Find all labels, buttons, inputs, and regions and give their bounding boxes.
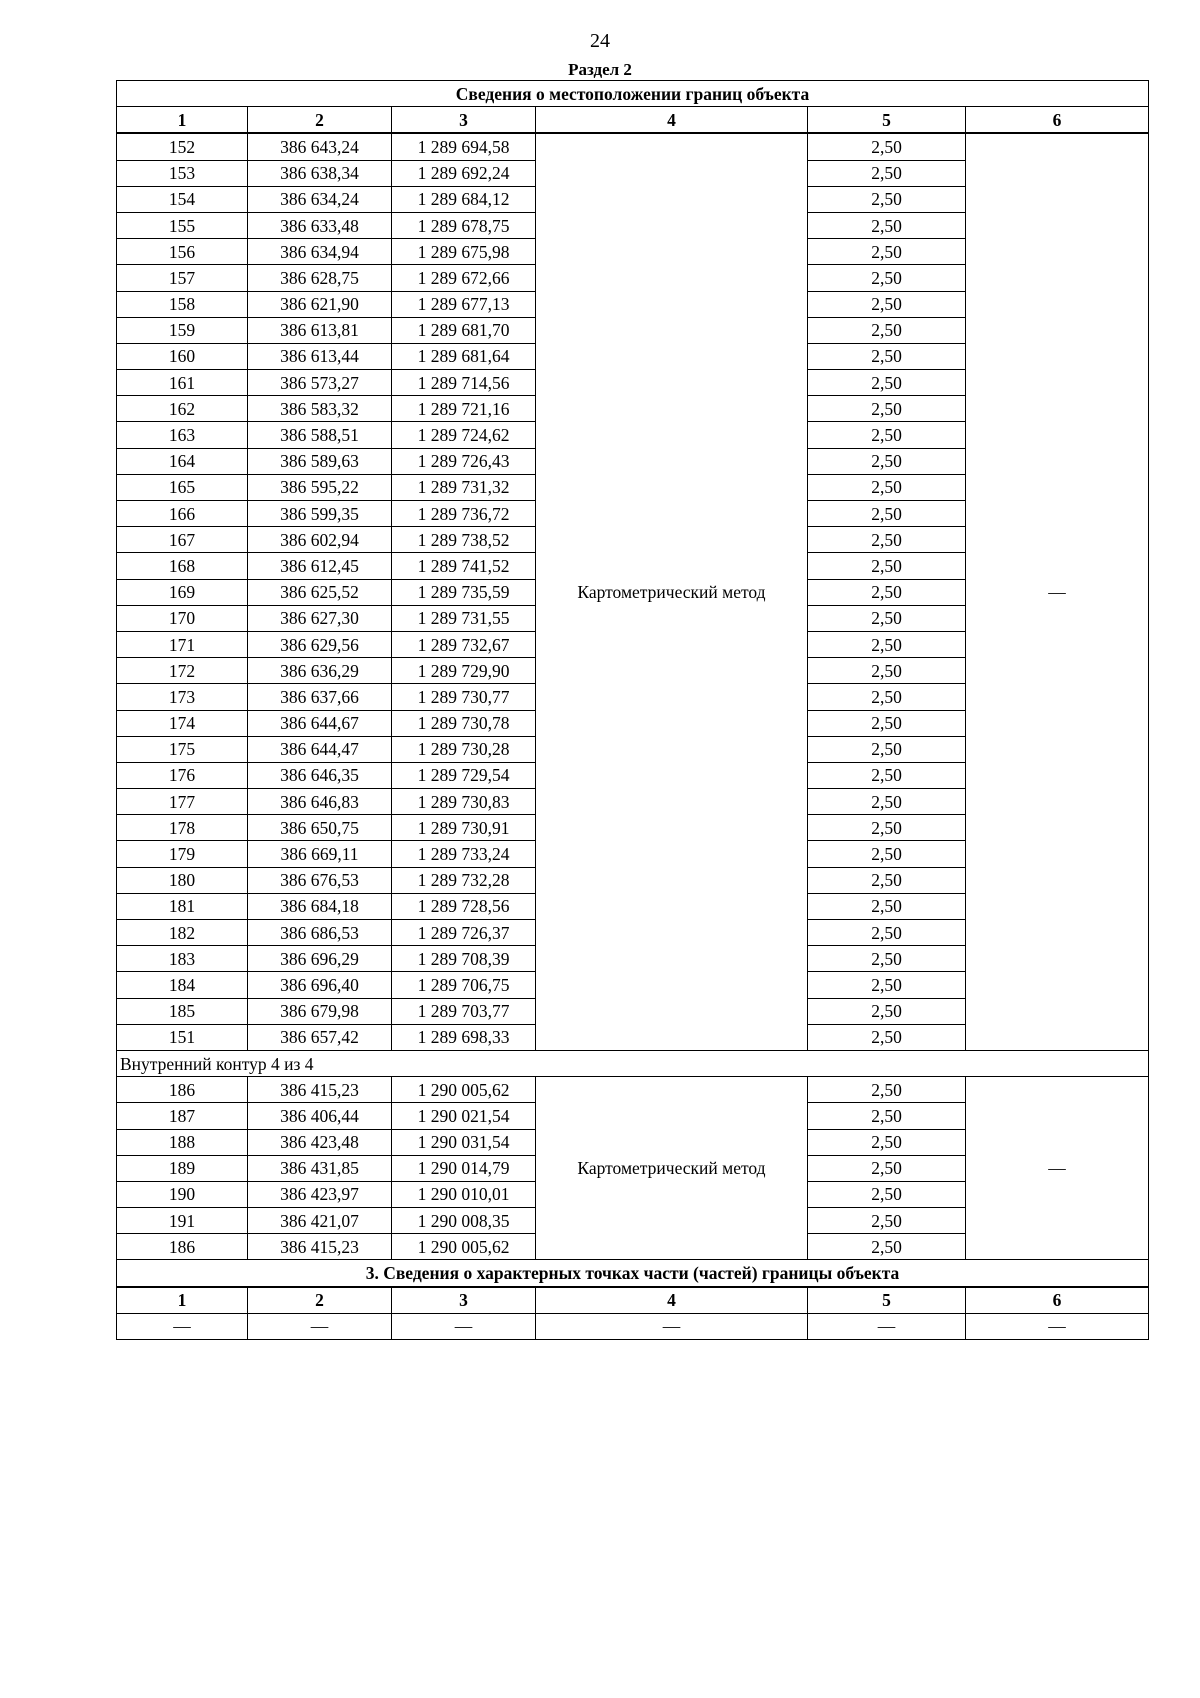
accuracy-cell: 2,50 [808, 265, 966, 291]
subcaption-row [117, 1050, 1149, 1076]
section3-header-row [117, 1287, 1149, 1314]
y-coordinate-cell: 1 290 014,79 [392, 1155, 536, 1181]
x-coordinate-cell: 386 423,48 [248, 1129, 392, 1155]
x-coordinate-cell: 386 627,30 [248, 605, 392, 631]
x-coordinate-cell: 386 636,29 [248, 658, 392, 684]
section3-header-cell: 6 [966, 1287, 1149, 1314]
accuracy-cell: 2,50 [808, 186, 966, 212]
y-coordinate-cell: 1 289 732,28 [392, 867, 536, 893]
header-cell: 1 [117, 107, 248, 134]
y-coordinate-cell: 1 290 005,62 [392, 1234, 536, 1260]
y-coordinate-cell: 1 289 681,70 [392, 317, 536, 343]
x-coordinate-cell: 386 415,23 [248, 1234, 392, 1260]
x-coordinate-cell: 386 415,23 [248, 1077, 392, 1103]
point-number-cell: 183 [117, 946, 248, 972]
header-cell: 6 [966, 107, 1149, 134]
x-coordinate-cell: 386 637,66 [248, 684, 392, 710]
y-coordinate-cell: 1 289 726,37 [392, 920, 536, 946]
accuracy-cell: 2,50 [808, 946, 966, 972]
accuracy-cell: 2,50 [808, 527, 966, 553]
y-coordinate-cell: 1 289 677,13 [392, 291, 536, 317]
point-number-cell: 161 [117, 370, 248, 396]
point-number-cell: 152 [117, 133, 248, 160]
accuracy-cell: 2,50 [808, 736, 966, 762]
y-coordinate-cell: 1 289 730,91 [392, 815, 536, 841]
point-number-cell: 186 [117, 1077, 248, 1103]
accuracy-cell: 2,50 [808, 291, 966, 317]
x-coordinate-cell: 386 679,98 [248, 998, 392, 1024]
point-number-cell: 171 [117, 631, 248, 657]
y-coordinate-cell: 1 289 681,64 [392, 343, 536, 369]
x-coordinate-cell: 386 634,94 [248, 239, 392, 265]
x-coordinate-cell: 386 644,47 [248, 736, 392, 762]
accuracy-cell: 2,50 [808, 1024, 966, 1050]
point-number-cell: 169 [117, 579, 248, 605]
accuracy-cell: 2,50 [808, 422, 966, 448]
x-coordinate-cell: 386 612,45 [248, 553, 392, 579]
y-coordinate-cell: 1 289 738,52 [392, 527, 536, 553]
accuracy-cell: 2,50 [808, 998, 966, 1024]
col6-cell: — [966, 133, 1149, 1050]
accuracy-cell: 2,50 [808, 1077, 966, 1103]
x-coordinate-cell: 386 589,63 [248, 448, 392, 474]
accuracy-cell: 2,50 [808, 1103, 966, 1129]
point-number-cell: 167 [117, 527, 248, 553]
point-number-cell: 181 [117, 893, 248, 919]
accuracy-cell: 2,50 [808, 579, 966, 605]
accuracy-cell: 2,50 [808, 710, 966, 736]
x-coordinate-cell: 386 602,94 [248, 527, 392, 553]
accuracy-cell: 2,50 [808, 841, 966, 867]
x-coordinate-cell: 386 646,83 [248, 789, 392, 815]
point-number-cell: 189 [117, 1155, 248, 1181]
x-coordinate-cell: 386 423,97 [248, 1181, 392, 1207]
x-coordinate-cell: 386 638,34 [248, 160, 392, 186]
x-coordinate-cell: 386 431,85 [248, 1155, 392, 1181]
point-number-cell: 173 [117, 684, 248, 710]
x-coordinate-cell: 386 613,44 [248, 343, 392, 369]
section3-header-cell: 5 [808, 1287, 966, 1314]
y-coordinate-cell: 1 289 706,75 [392, 972, 536, 998]
y-coordinate-cell: 1 289 728,56 [392, 893, 536, 919]
table-row [117, 1077, 1149, 1103]
y-coordinate-cell: 1 289 736,72 [392, 501, 536, 527]
accuracy-cell: 2,50 [808, 1208, 966, 1234]
accuracy-cell: 2,50 [808, 160, 966, 186]
point-number-cell: 154 [117, 186, 248, 212]
x-coordinate-cell: 386 621,90 [248, 291, 392, 317]
x-coordinate-cell: 386 406,44 [248, 1103, 392, 1129]
accuracy-cell: 2,50 [808, 867, 966, 893]
method-cell: Картометрический метод [536, 1077, 808, 1260]
accuracy-cell: 2,50 [808, 553, 966, 579]
accuracy-cell: 2,50 [808, 1155, 966, 1181]
section3-cell: — [117, 1313, 248, 1339]
section3-row [117, 1313, 1149, 1339]
x-coordinate-cell: 386 573,27 [248, 370, 392, 396]
y-coordinate-cell: 1 289 730,28 [392, 736, 536, 762]
section3-cell: — [808, 1313, 966, 1339]
inner-contour-caption: Внутренний контур 4 из 4 [117, 1050, 1149, 1076]
x-coordinate-cell: 386 684,18 [248, 893, 392, 919]
x-coordinate-cell: 386 633,48 [248, 212, 392, 238]
x-coordinate-cell: 386 613,81 [248, 317, 392, 343]
point-number-cell: 168 [117, 553, 248, 579]
accuracy-cell: 2,50 [808, 893, 966, 919]
point-number-cell: 165 [117, 474, 248, 500]
point-number-cell: 163 [117, 422, 248, 448]
point-number-cell: 191 [117, 1208, 248, 1234]
point-number-cell: 187 [117, 1103, 248, 1129]
y-coordinate-cell: 1 289 733,24 [392, 841, 536, 867]
point-number-cell: 182 [117, 920, 248, 946]
header-cell: 2 [248, 107, 392, 134]
x-coordinate-cell: 386 657,42 [248, 1024, 392, 1050]
y-coordinate-cell: 1 289 724,62 [392, 422, 536, 448]
accuracy-cell: 2,50 [808, 133, 966, 160]
col6-cell: — [966, 1077, 1149, 1260]
point-number-cell: 178 [117, 815, 248, 841]
y-coordinate-cell: 1 290 021,54 [392, 1103, 536, 1129]
accuracy-cell: 2,50 [808, 370, 966, 396]
y-coordinate-cell: 1 290 031,54 [392, 1129, 536, 1155]
x-coordinate-cell: 386 650,75 [248, 815, 392, 841]
point-number-cell: 180 [117, 867, 248, 893]
y-coordinate-cell: 1 289 730,83 [392, 789, 536, 815]
x-coordinate-cell: 386 588,51 [248, 422, 392, 448]
point-number-cell: 185 [117, 998, 248, 1024]
x-coordinate-cell: 386 625,52 [248, 579, 392, 605]
section3-header-cell: 1 [117, 1287, 248, 1314]
point-number-cell: 159 [117, 317, 248, 343]
y-coordinate-cell: 1 289 731,55 [392, 605, 536, 631]
accuracy-cell: 2,50 [808, 239, 966, 265]
table-row [117, 133, 1149, 160]
boundary-table [116, 80, 1149, 1340]
y-coordinate-cell: 1 289 741,52 [392, 553, 536, 579]
accuracy-cell: 2,50 [808, 920, 966, 946]
section3-caption: 3. Сведения о характерных точках части (частей) границы объекта [117, 1260, 1149, 1287]
point-number-cell: 157 [117, 265, 248, 291]
point-number-cell: 170 [117, 605, 248, 631]
y-coordinate-cell: 1 289 714,56 [392, 370, 536, 396]
header-cell: 5 [808, 107, 966, 134]
section3-cell: — [392, 1313, 536, 1339]
table-caption-row [117, 81, 1149, 107]
point-number-cell: 158 [117, 291, 248, 317]
point-number-cell: 166 [117, 501, 248, 527]
point-number-cell: 177 [117, 789, 248, 815]
y-coordinate-cell: 1 290 005,62 [392, 1077, 536, 1103]
y-coordinate-cell: 1 289 708,39 [392, 946, 536, 972]
point-number-cell: 162 [117, 396, 248, 422]
x-coordinate-cell: 386 686,53 [248, 920, 392, 946]
accuracy-cell: 2,50 [808, 789, 966, 815]
x-coordinate-cell: 386 669,11 [248, 841, 392, 867]
y-coordinate-cell: 1 289 672,66 [392, 265, 536, 291]
y-coordinate-cell: 1 289 729,90 [392, 658, 536, 684]
y-coordinate-cell: 1 289 735,59 [392, 579, 536, 605]
y-coordinate-cell: 1 289 692,24 [392, 160, 536, 186]
accuracy-cell: 2,50 [808, 815, 966, 841]
y-coordinate-cell: 1 289 684,12 [392, 186, 536, 212]
y-coordinate-cell: 1 289 721,16 [392, 396, 536, 422]
point-number-cell: 151 [117, 1024, 248, 1050]
accuracy-cell: 2,50 [808, 396, 966, 422]
accuracy-cell: 2,50 [808, 658, 966, 684]
table-caption: Сведения о местоположении границ объекта [117, 81, 1149, 107]
accuracy-cell: 2,50 [808, 1181, 966, 1207]
y-coordinate-cell: 1 289 698,33 [392, 1024, 536, 1050]
section3-header-cell: 2 [248, 1287, 392, 1314]
y-coordinate-cell: 1 289 678,75 [392, 212, 536, 238]
section-label: Раздел 2 [568, 60, 632, 79]
y-coordinate-cell: 1 289 694,58 [392, 133, 536, 160]
point-number-cell: 156 [117, 239, 248, 265]
section3-cell: — [966, 1313, 1149, 1339]
header-cell: 4 [536, 107, 808, 134]
x-coordinate-cell: 386 629,56 [248, 631, 392, 657]
header-row [117, 107, 1149, 134]
y-coordinate-cell: 1 289 729,54 [392, 762, 536, 788]
accuracy-cell: 2,50 [808, 1129, 966, 1155]
point-number-cell: 190 [117, 1181, 248, 1207]
section3-cell: — [536, 1313, 808, 1339]
accuracy-cell: 2,50 [808, 684, 966, 710]
section3-header-cell: 3 [392, 1287, 536, 1314]
x-coordinate-cell: 386 421,07 [248, 1208, 392, 1234]
point-number-cell: 174 [117, 710, 248, 736]
y-coordinate-cell: 1 289 730,77 [392, 684, 536, 710]
accuracy-cell: 2,50 [808, 605, 966, 631]
x-coordinate-cell: 386 628,75 [248, 265, 392, 291]
method-cell: Картометрический метод [536, 133, 808, 1050]
y-coordinate-cell: 1 289 731,32 [392, 474, 536, 500]
x-coordinate-cell: 386 696,40 [248, 972, 392, 998]
x-coordinate-cell: 386 634,24 [248, 186, 392, 212]
point-number-cell: 160 [117, 343, 248, 369]
header-cell: 3 [392, 107, 536, 134]
accuracy-cell: 2,50 [808, 212, 966, 238]
x-coordinate-cell: 386 644,67 [248, 710, 392, 736]
point-number-cell: 155 [117, 212, 248, 238]
y-coordinate-cell: 1 289 703,77 [392, 998, 536, 1024]
accuracy-cell: 2,50 [808, 631, 966, 657]
y-coordinate-cell: 1 289 732,67 [392, 631, 536, 657]
x-coordinate-cell: 386 595,22 [248, 474, 392, 500]
y-coordinate-cell: 1 290 008,35 [392, 1208, 536, 1234]
accuracy-cell: 2,50 [808, 1234, 966, 1260]
y-coordinate-cell: 1 289 726,43 [392, 448, 536, 474]
point-number-cell: 172 [117, 658, 248, 684]
accuracy-cell: 2,50 [808, 448, 966, 474]
accuracy-cell: 2,50 [808, 317, 966, 343]
accuracy-cell: 2,50 [808, 474, 966, 500]
x-coordinate-cell: 386 643,24 [248, 133, 392, 160]
y-coordinate-cell: 1 289 675,98 [392, 239, 536, 265]
point-number-cell: 186 [117, 1234, 248, 1260]
section3-caption-row [117, 1260, 1149, 1287]
accuracy-cell: 2,50 [808, 762, 966, 788]
point-number-cell: 164 [117, 448, 248, 474]
x-coordinate-cell: 386 599,35 [248, 501, 392, 527]
point-number-cell: 176 [117, 762, 248, 788]
page-number: 24 [590, 30, 610, 52]
x-coordinate-cell: 386 583,32 [248, 396, 392, 422]
x-coordinate-cell: 386 646,35 [248, 762, 392, 788]
point-number-cell: 175 [117, 736, 248, 762]
accuracy-cell: 2,50 [808, 501, 966, 527]
point-number-cell: 179 [117, 841, 248, 867]
point-number-cell: 188 [117, 1129, 248, 1155]
x-coordinate-cell: 386 676,53 [248, 867, 392, 893]
accuracy-cell: 2,50 [808, 343, 966, 369]
point-number-cell: 184 [117, 972, 248, 998]
y-coordinate-cell: 1 289 730,78 [392, 710, 536, 736]
section3-header-cell: 4 [536, 1287, 808, 1314]
accuracy-cell: 2,50 [808, 972, 966, 998]
x-coordinate-cell: 386 696,29 [248, 946, 392, 972]
point-number-cell: 153 [117, 160, 248, 186]
section3-cell: — [248, 1313, 392, 1339]
boundary-table-body [117, 81, 1149, 1340]
y-coordinate-cell: 1 290 010,01 [392, 1181, 536, 1207]
